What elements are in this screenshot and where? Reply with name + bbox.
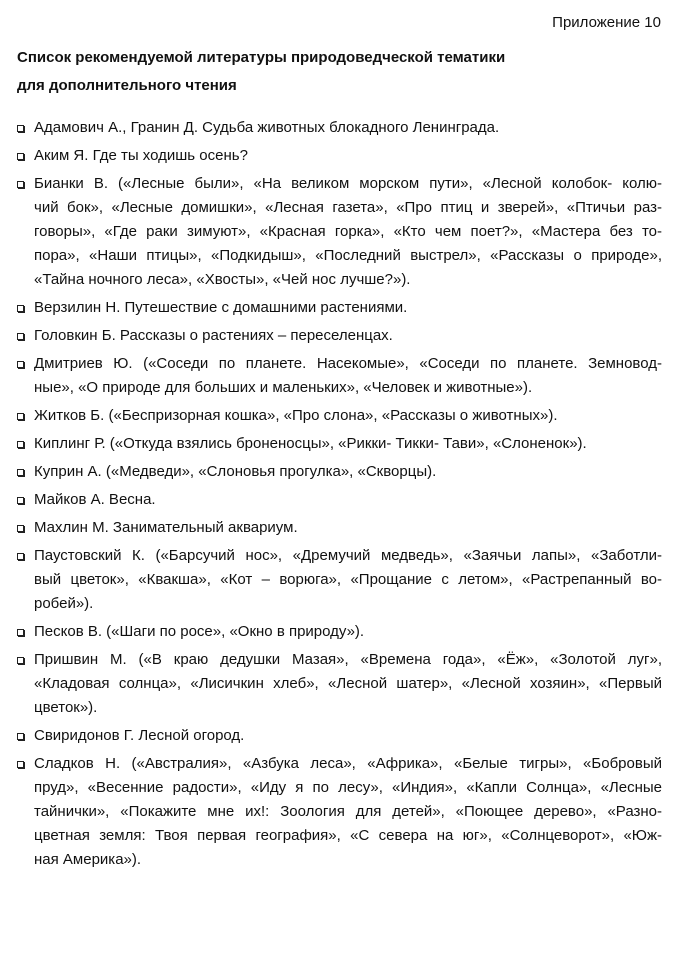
text-line: Житков Б. («Беспризорная кошка», «Про слона», «Рассказы о животных»). [34,407,558,424]
text-line: Аким Я. Где ты ходишь осень? [34,147,248,164]
text-line: «Кладовая солнца», «Лисичкин хлеб», «Лесной шатер», «Лесной хозяин», «Первый [34,675,662,692]
text-line: Киплинг Р. («Откуда взялись броненосцы», «Рикки- Тикки- Тави», «Слоненок»). [34,435,587,452]
checkbox-bullet-icon [17,441,24,448]
book-list [17,116,662,876]
checkbox-bullet-icon [17,497,24,504]
list-item [17,648,662,720]
list-item-text [34,172,662,292]
text-line: пруд», «Весенние радости», «Иду я по лесу», «Индия», «Капли Солнца», «Лесные [34,779,662,796]
list-item-text [34,296,662,320]
list-item [17,172,662,292]
checkbox-bullet-icon [17,553,24,560]
checkbox-bullet-icon [17,125,24,132]
checkbox-bullet-icon [17,305,24,312]
checkbox-bullet-icon [17,181,24,188]
list-item-text [34,144,662,168]
list-item-text [34,460,662,484]
text-line: цветок»). [34,699,98,716]
text-line: тайнички», «Покажите мне их!: Зоология для детей», «Поющее дерево», «Разно- [34,803,662,820]
list-item [17,516,662,540]
checkbox-bullet-icon [17,657,24,664]
text-line: чий бок», «Лесные домишки», «Лесная газета», «Про птиц и зверей», «Птичьи раз- [34,199,662,216]
list-item-text [34,724,662,748]
list-item-text [34,352,662,400]
text-line: Сладков Н. («Австралия», «Азбука леса», «Африка», «Белые тигры», «Бобровый [34,755,662,772]
list-item-text [34,116,662,140]
text-line: Бианки В. («Лесные были», «На великом морском пути», «Лесной колобок- колю- [34,175,662,192]
checkbox-bullet-icon [17,333,24,340]
text-line: «Тайна ночного леса», «Хвосты», «Чей нос лучше?»). [34,271,411,288]
text-line: пора», «Наши птицы», «Подкидыш», «Последний выстрел», «Рассказы о природе», [34,247,662,264]
list-item-text [34,544,662,616]
list-item [17,404,662,428]
checkbox-bullet-icon [17,469,24,476]
text-line: Головкин Б. Рассказы о растениях – переселенцах. [34,327,393,344]
list-item-text [34,488,662,512]
checkbox-bullet-icon [17,525,24,532]
list-item [17,144,662,168]
text-line: Пришвин М. («В краю дедушки Мазая», «Времена года», «Ёж», «Золотой луг», [34,651,662,668]
list-item-text [34,648,662,720]
list-item [17,352,662,400]
title-line: Список рекомендуемой литературы природоведческой тематики [17,49,506,66]
list-item-text [34,516,662,540]
checkbox-bullet-icon [17,361,24,368]
list-item [17,620,662,644]
text-line: говоры», «Где раки зимуют», «Красная горка», «Кто чем поет?», «Мастера без то- [34,223,662,240]
list-item-text [34,752,662,872]
list-item [17,296,662,320]
checkbox-bullet-icon [17,761,24,768]
text-line: Дмитриев Ю. («Соседи по планете. Насекомые», «Соседи по планете. Земновод- [34,355,662,372]
list-item [17,460,662,484]
text-line: цветная земля: Твоя первая география», «С севера на юг», «Солнцеворот», «Юж- [34,827,662,844]
list-item [17,432,662,456]
list-item-text [34,432,662,456]
title-line: для дополнительного чтения [17,77,237,94]
document-title [17,44,657,100]
list-item [17,324,662,348]
text-line: Свиридонов Г. Лесной огород. [34,727,245,744]
text-line: Майков А. Весна. [34,491,156,508]
text-line: Паустовский К. («Барсучий нос», «Дремучий медведь», «Заячьи лапы», «Заботли- [34,547,662,564]
list-item [17,724,662,748]
text-line: Верзилин Н. Путешествие с домашними растениями. [34,299,408,316]
list-item-text [34,404,662,428]
list-item [17,116,662,140]
list-item [17,752,662,872]
checkbox-bullet-icon [17,733,24,740]
appendix-label: Приложение 10 [552,14,661,31]
checkbox-bullet-icon [17,629,24,636]
text-line: Песков В. («Шаги по росе», «Окно в природу»). [34,623,365,640]
list-item [17,544,662,616]
list-item-text [34,324,662,348]
checkbox-bullet-icon [17,413,24,420]
list-item-text [34,620,662,644]
text-line: Махлин М. Занимательный аквариум. [34,519,298,536]
text-line: вый цветок», «Квакша», «Кот – ворюга», «Прощание с летом», «Растрепанный во- [34,571,662,588]
text-line: ные», «О природе для больших и маленьких», «Человек и животные»). [34,379,533,396]
text-line: Куприн А. («Медведи», «Слоновья прогулка», «Скворцы). [34,463,437,480]
text-line: ная Америка»). [34,851,142,868]
list-item [17,488,662,512]
checkbox-bullet-icon [17,153,24,160]
text-line: робей»). [34,595,94,612]
text-line: Адамович А., Гранин Д. Судьба животных блокадного Ленинграда. [34,119,500,136]
